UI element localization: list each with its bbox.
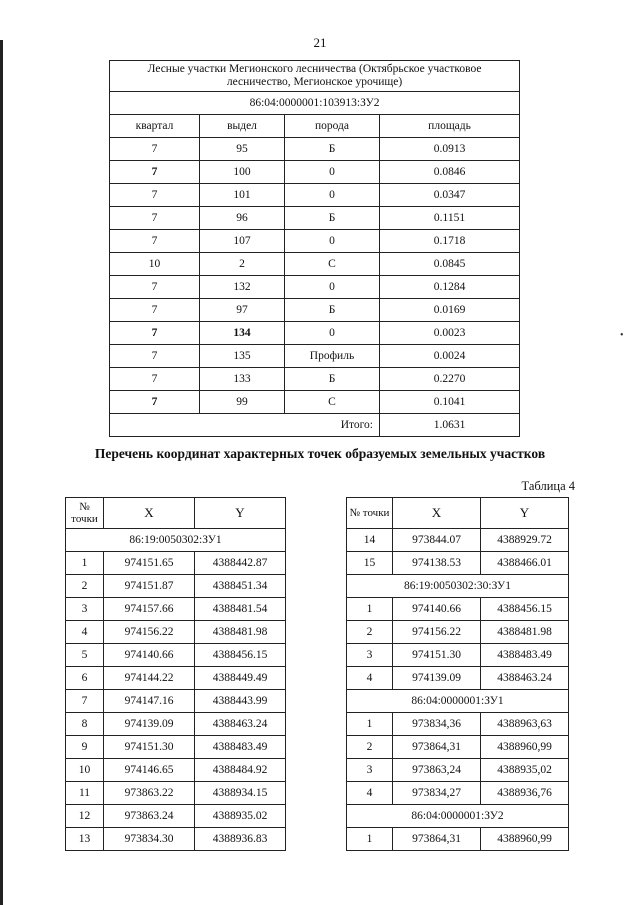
cell-x: 973863,24	[393, 759, 481, 782]
table-row	[66, 736, 286, 759]
cell-kvartal: 7	[110, 230, 200, 253]
header-y: Y	[481, 498, 569, 529]
coordinates-heading: Перечень координат характерных точек образуемых земельных участков	[94, 446, 546, 461]
cell-kvartal: 10	[110, 253, 200, 276]
cell-x: 973834,36	[393, 713, 481, 736]
cell-poroda: 0	[285, 322, 380, 345]
forest-header-row	[110, 115, 520, 138]
cell-x: 974139.09	[104, 713, 195, 736]
table-row	[110, 391, 520, 414]
table-row	[347, 667, 569, 690]
cell-kvartal: 7	[110, 161, 200, 184]
cell-y: 4388960,99	[481, 828, 569, 851]
header-ploshchad: площадь	[380, 115, 520, 138]
cadastral-group-label: 86:04:0000001:ЗУ2	[347, 805, 569, 828]
coords-header-row	[66, 498, 286, 529]
cell-ploshchad: 0.1151	[380, 207, 520, 230]
cell-vydel: 99	[200, 391, 285, 414]
cell-x: 974139.09	[393, 667, 481, 690]
cell-poroda: Б	[285, 299, 380, 322]
cell-num: 4	[347, 782, 393, 805]
cell-num: 12	[66, 805, 104, 828]
cell-y: 4388935.02	[195, 805, 286, 828]
table-row	[66, 805, 286, 828]
total-label: Итого:	[110, 414, 380, 437]
cell-poroda: 0	[285, 184, 380, 207]
header-kvartal: квартал	[110, 115, 200, 138]
cell-num: 3	[347, 759, 393, 782]
cell-poroda: 0	[285, 276, 380, 299]
table-row	[110, 276, 520, 299]
table-row	[347, 529, 569, 552]
header-y: Y	[195, 498, 286, 529]
cadastral-group-label: 86:04:0000001:ЗУ1	[347, 690, 569, 713]
cell-y: 4388451.34	[195, 575, 286, 598]
cell-poroda: Профиль	[285, 345, 380, 368]
total-row	[110, 414, 520, 437]
cell-y: 4388466.01	[481, 552, 569, 575]
cell-num: 9	[66, 736, 104, 759]
cell-vydel: 101	[200, 184, 285, 207]
cell-x: 973834,27	[393, 782, 481, 805]
cell-y: 4388483.49	[481, 644, 569, 667]
cell-y: 4388481.98	[195, 621, 286, 644]
forest-plots-table	[109, 60, 520, 437]
cadastral-group-label: 86:19:0050302:ЗУ1	[66, 529, 286, 552]
table-row	[110, 230, 520, 253]
cell-x: 974156.22	[393, 621, 481, 644]
cell-vydel: 2	[200, 253, 285, 276]
cell-y: 4388963,63	[481, 713, 569, 736]
cell-y: 4388936,76	[481, 782, 569, 805]
header-vydel: выдел	[200, 115, 285, 138]
forest-cadastral-row	[110, 92, 520, 115]
cell-num: 7	[66, 690, 104, 713]
forest-cadastral-number: 86:04:0000001:103913:ЗУ2	[110, 92, 520, 115]
cell-vydel: 133	[200, 368, 285, 391]
cell-y: 4388481.54	[195, 598, 286, 621]
table-row	[66, 552, 286, 575]
cell-y: 4388484.92	[195, 759, 286, 782]
table-row	[347, 759, 569, 782]
cell-y: 4388443.99	[195, 690, 286, 713]
cell-x: 974151.65	[104, 552, 195, 575]
cell-x: 974151.87	[104, 575, 195, 598]
cell-x: 973864,31	[393, 828, 481, 851]
header-x: X	[393, 498, 481, 529]
cell-y: 4388463.24	[195, 713, 286, 736]
cell-x: 974156.22	[104, 621, 195, 644]
cell-ploshchad: 0.0913	[380, 138, 520, 161]
cell-num: 14	[347, 529, 393, 552]
cell-ploshchad: 0.1718	[380, 230, 520, 253]
cell-ploshchad: 0.2270	[380, 368, 520, 391]
cell-ploshchad: 0.1041	[380, 391, 520, 414]
group-row	[347, 805, 569, 828]
cell-kvartal: 7	[110, 184, 200, 207]
cell-x: 974144.22	[104, 667, 195, 690]
coordinates-table-right	[346, 497, 569, 851]
cell-x: 974147.16	[104, 690, 195, 713]
cell-x: 973864,31	[393, 736, 481, 759]
cell-y: 4388456.15	[195, 644, 286, 667]
cell-y: 4388463.24	[481, 667, 569, 690]
cell-kvartal: 7	[110, 207, 200, 230]
table-row	[110, 253, 520, 276]
table-row	[110, 184, 520, 207]
cell-num: 13	[66, 828, 104, 851]
cell-num: 2	[347, 621, 393, 644]
cell-vydel: 100	[200, 161, 285, 184]
header-x: X	[104, 498, 195, 529]
cell-poroda: 0	[285, 161, 380, 184]
cell-num: 1	[347, 598, 393, 621]
table-row	[110, 138, 520, 161]
cell-kvartal: 7	[110, 276, 200, 299]
cadastral-group-label: 86:19:0050302:30:ЗУ1	[347, 575, 569, 598]
table-row	[347, 644, 569, 667]
cell-num: 8	[66, 713, 104, 736]
cell-num: 1	[347, 713, 393, 736]
cell-ploshchad: 0.0023	[380, 322, 520, 345]
cell-vydel: 97	[200, 299, 285, 322]
cell-vydel: 135	[200, 345, 285, 368]
table-row	[347, 736, 569, 759]
cell-ploshchad: 0.0024	[380, 345, 520, 368]
group-row	[347, 690, 569, 713]
header-point-number: № точки	[66, 498, 104, 529]
cell-y: 4388960,99	[481, 736, 569, 759]
table-row	[347, 598, 569, 621]
table-row	[66, 759, 286, 782]
cell-y: 4388483.49	[195, 736, 286, 759]
table-row	[66, 690, 286, 713]
cell-num: 2	[347, 736, 393, 759]
cell-x: 973844.07	[393, 529, 481, 552]
cell-num: 5	[66, 644, 104, 667]
page-edge-line	[0, 40, 3, 905]
cell-num: 2	[66, 575, 104, 598]
table-row	[110, 299, 520, 322]
cell-vydel: 134	[200, 322, 285, 345]
cell-y: 4388456.15	[481, 598, 569, 621]
cell-y: 4388935,02	[481, 759, 569, 782]
cell-y: 4388481.98	[481, 621, 569, 644]
table-caption: Таблица 4	[521, 479, 575, 493]
cell-x: 973834.30	[104, 828, 195, 851]
cell-x: 973863.24	[104, 805, 195, 828]
cell-num: 15	[347, 552, 393, 575]
cell-x: 974138.53	[393, 552, 481, 575]
page-number: 21	[313, 35, 327, 50]
cell-x: 974151.30	[104, 736, 195, 759]
group-row	[66, 529, 286, 552]
table-row	[110, 322, 520, 345]
cell-poroda: С	[285, 253, 380, 276]
cell-y: 4388936.83	[195, 828, 286, 851]
table-row	[347, 713, 569, 736]
cell-x: 974157.66	[104, 598, 195, 621]
cell-ploshchad: 0.0169	[380, 299, 520, 322]
cell-poroda: Б	[285, 138, 380, 161]
edge-mark: •	[620, 330, 624, 341]
cell-num: 11	[66, 782, 104, 805]
table-row	[110, 207, 520, 230]
coords-header-row	[347, 498, 569, 529]
cell-poroda: С	[285, 391, 380, 414]
cell-num: 10	[66, 759, 104, 782]
forest-table-title: Лесные участки Мегионского лесничества (Октябрьское участковое лесничество, Мегионское урочище)	[110, 61, 520, 92]
group-row	[347, 575, 569, 598]
cell-y: 4388449.49	[195, 667, 286, 690]
table-row	[66, 575, 286, 598]
cell-num: 6	[66, 667, 104, 690]
cell-num: 4	[66, 621, 104, 644]
cell-kvartal: 7	[110, 345, 200, 368]
cell-num: 3	[347, 644, 393, 667]
table-row	[66, 621, 286, 644]
cell-vydel: 132	[200, 276, 285, 299]
cell-ploshchad: 0.0347	[380, 184, 520, 207]
cell-poroda: Б	[285, 368, 380, 391]
coordinates-table-left	[65, 497, 286, 851]
table-row	[110, 345, 520, 368]
cell-kvartal: 7	[110, 322, 200, 345]
table-row	[347, 828, 569, 851]
table-row	[347, 621, 569, 644]
table-row	[347, 552, 569, 575]
cell-ploshchad: 0.0846	[380, 161, 520, 184]
cell-kvartal: 7	[110, 138, 200, 161]
cell-vydel: 95	[200, 138, 285, 161]
cell-num: 3	[66, 598, 104, 621]
cell-vydel: 96	[200, 207, 285, 230]
table-row	[66, 828, 286, 851]
cell-num: 4	[347, 667, 393, 690]
table-row	[66, 667, 286, 690]
cell-poroda: Б	[285, 207, 380, 230]
table-row	[66, 644, 286, 667]
cell-kvartal: 7	[110, 391, 200, 414]
forest-title-row	[110, 61, 520, 92]
table-row	[110, 161, 520, 184]
header-point-number: № точки	[347, 498, 393, 529]
cell-num: 1	[66, 552, 104, 575]
cell-ploshchad: 0.0845	[380, 253, 520, 276]
cell-num: 1	[347, 828, 393, 851]
table-row	[66, 598, 286, 621]
cell-x: 974140.66	[104, 644, 195, 667]
table-row	[110, 368, 520, 391]
cell-kvartal: 7	[110, 299, 200, 322]
cell-y: 4388442.87	[195, 552, 286, 575]
cell-y: 4388929.72	[481, 529, 569, 552]
cell-kvartal: 7	[110, 368, 200, 391]
cell-vydel: 107	[200, 230, 285, 253]
cell-ploshchad: 0.1284	[380, 276, 520, 299]
table-row	[66, 782, 286, 805]
cell-poroda: 0	[285, 230, 380, 253]
cell-y: 4388934.15	[195, 782, 286, 805]
cell-x: 973863.22	[104, 782, 195, 805]
table-row	[347, 782, 569, 805]
table-row	[66, 713, 286, 736]
cell-x: 974151.30	[393, 644, 481, 667]
header-poroda: порода	[285, 115, 380, 138]
total-value: 1.0631	[380, 414, 520, 437]
cell-x: 974140.66	[393, 598, 481, 621]
cell-x: 974146.65	[104, 759, 195, 782]
